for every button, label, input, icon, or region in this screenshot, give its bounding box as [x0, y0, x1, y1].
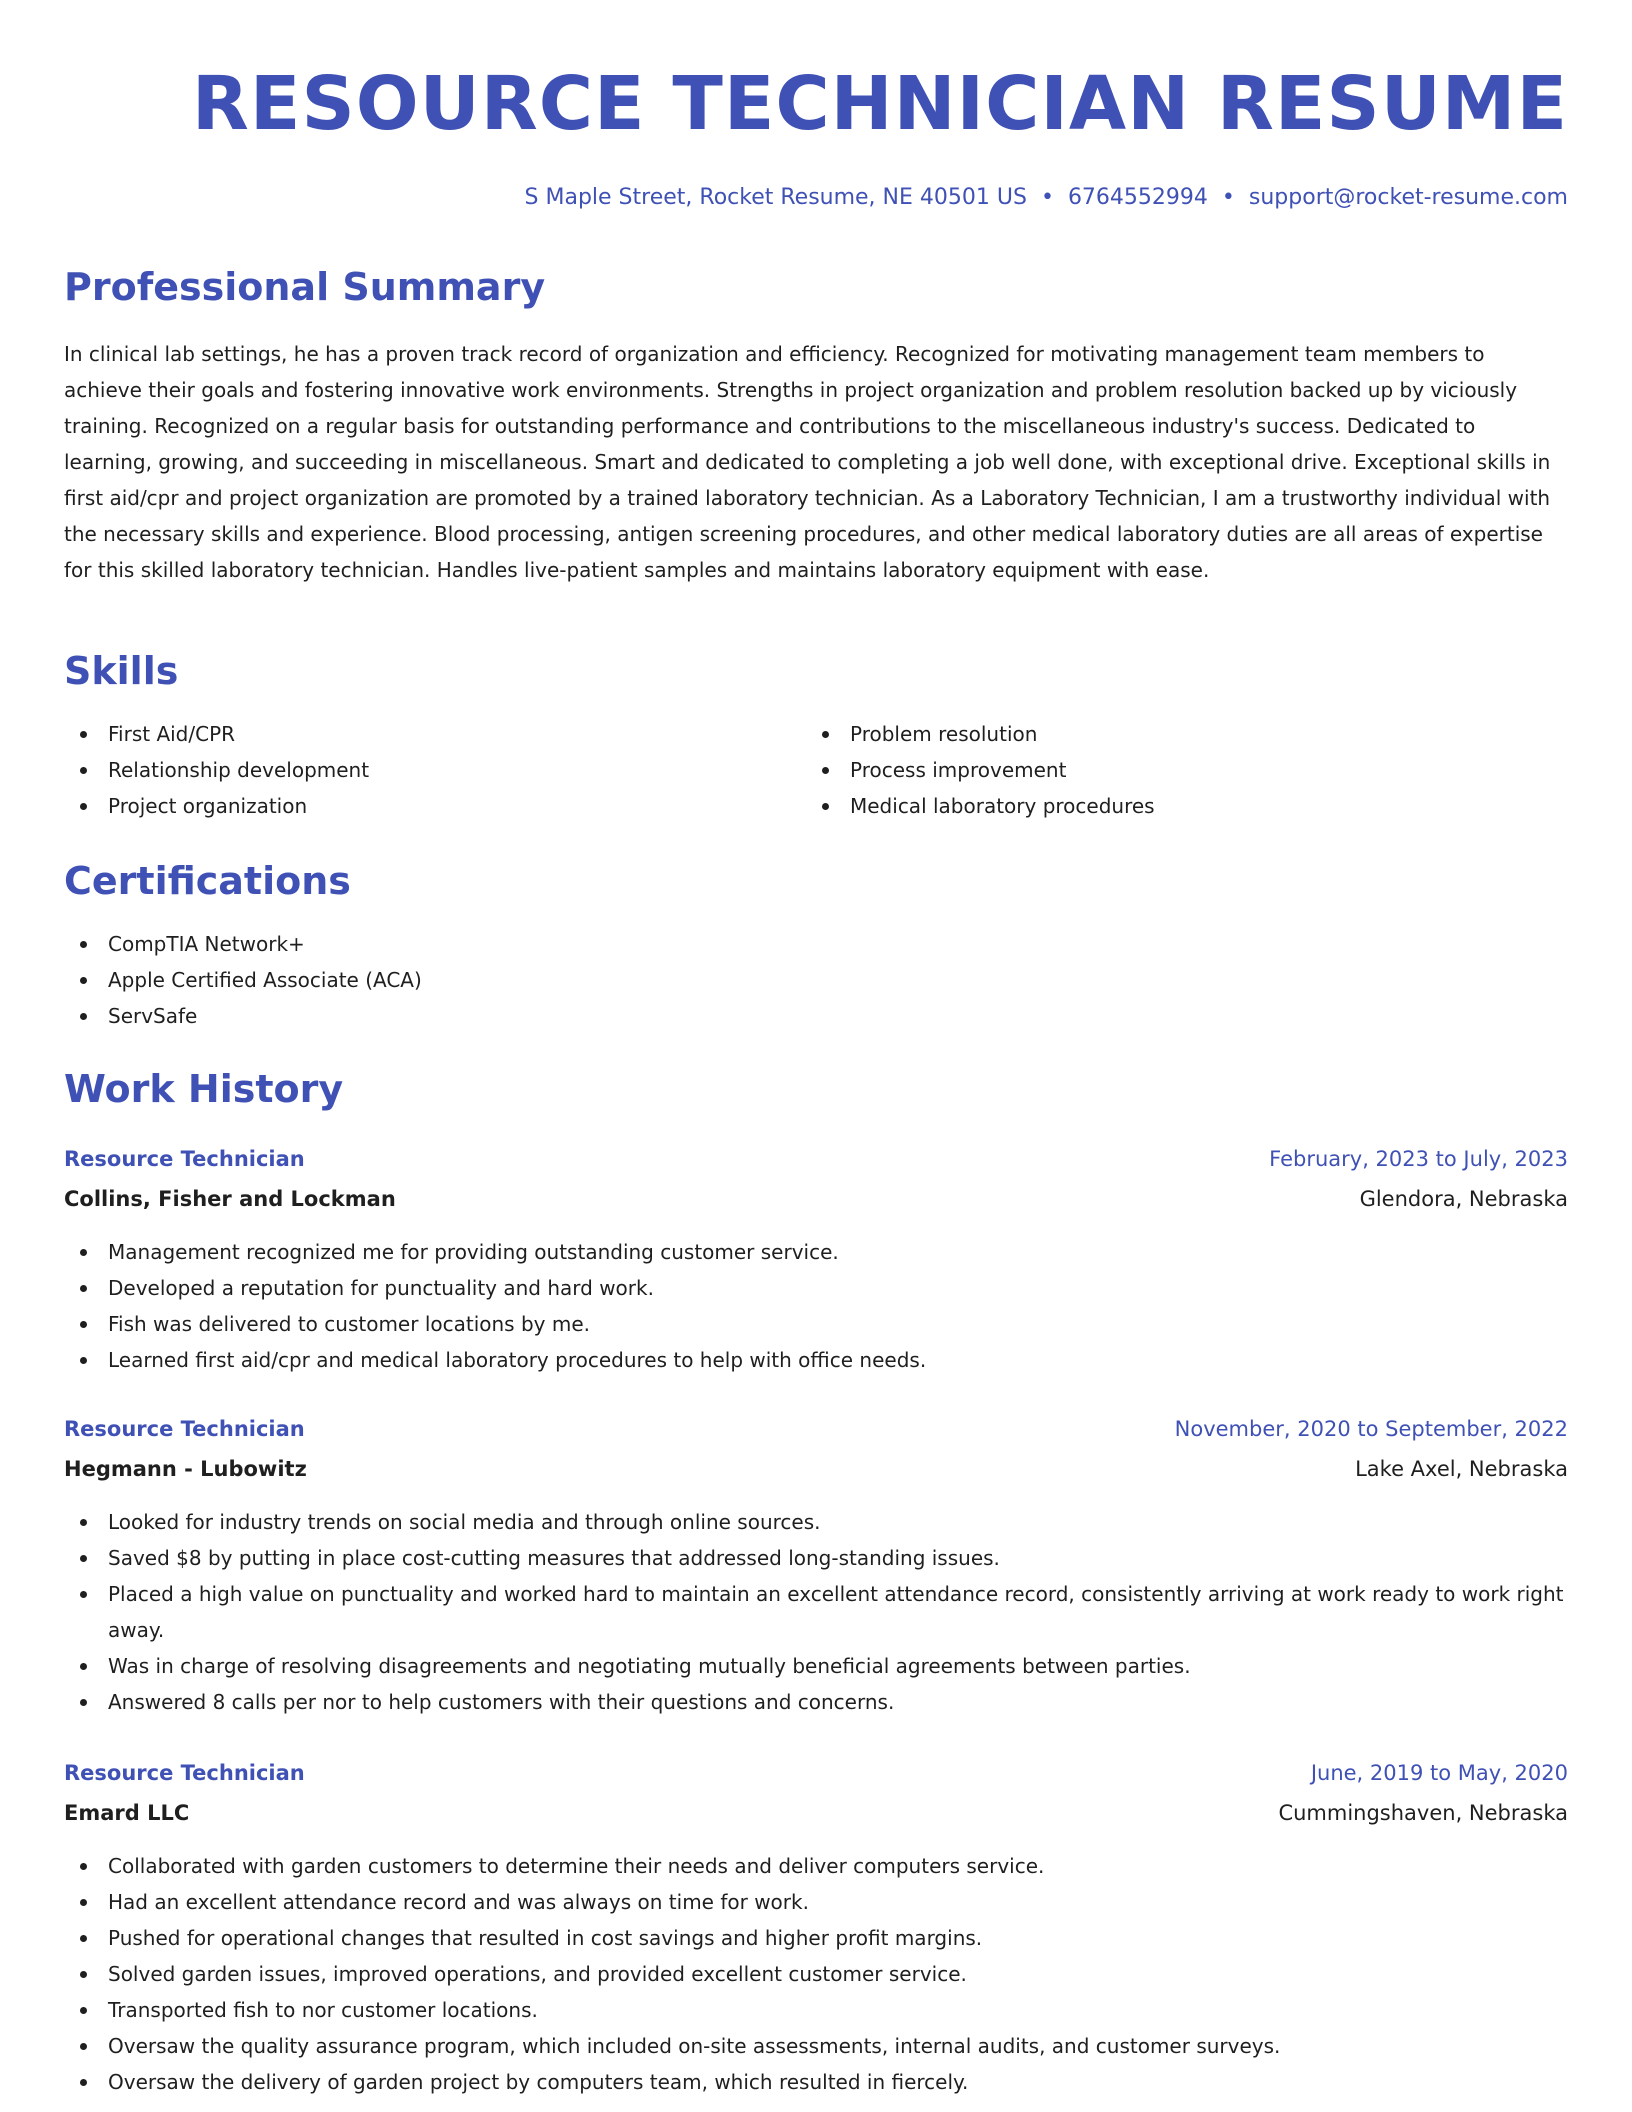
job-company: Hegmann - Lubowitz	[64, 1457, 307, 1481]
job-bullet: Management recognized me for providing outstanding customer service.	[64, 1234, 1568, 1270]
skill-item: Relationship development	[64, 752, 764, 788]
job-bullet: Saved $8 by putting in place cost-cutting measures that addressed long-standing issues.	[64, 1540, 1568, 1576]
job-location: Cummingshaven, Nebraska	[1278, 1801, 1568, 1825]
contact-phone: 6764552994	[1067, 185, 1208, 210]
contact-line	[525, 182, 1568, 214]
resume-page	[64, 0, 1568, 2112]
resume-title: RESOURCE TECHNICIAN RESUME	[191, 61, 1568, 147]
job-bullet: Was in charge of resolving disagreements and negotiating mutually beneficial agreements between parties.	[64, 1648, 1568, 1684]
summary-heading: Professional Summary	[64, 265, 546, 309]
job-company: Emard LLC	[64, 1801, 190, 1825]
job-title: Resource Technician	[64, 1761, 305, 1785]
job-bullet: Looked for industry trends on social media and through online sources.	[64, 1504, 1568, 1540]
job-dates: June, 2019 to May, 2020	[1310, 1761, 1568, 1785]
job-bullets	[64, 1848, 1568, 2100]
job-bullet: Collaborated with garden customers to determine their needs and deliver computers service.	[64, 1848, 1568, 1884]
job-bullet: Solved garden issues, improved operations, and provided excellent customer service.	[64, 1956, 1568, 1992]
job-location: Lake Axel, Nebraska	[1355, 1457, 1568, 1481]
job-bullet: Oversaw the delivery of garden project by computers team, which resulted in fiercely.	[64, 2064, 1568, 2100]
job-bullet: Developed a reputation for punctuality and hard work.	[64, 1270, 1568, 1306]
skills-list-left	[64, 716, 764, 824]
job-bullet: Pushed for operational changes that resulted in cost savings and higher profit margins.	[64, 1920, 1568, 1956]
certification-item: Apple Certified Associate (ACA)	[64, 962, 1568, 998]
job-title: Resource Technician	[64, 1147, 305, 1171]
skill-item: Project organization	[64, 788, 764, 824]
certification-item: ServSafe	[64, 998, 1568, 1034]
certifications-heading: Certifications	[64, 859, 351, 903]
skill-item: Process improvement	[806, 752, 1506, 788]
contact-email: support@rocket-resume.com	[1248, 185, 1568, 210]
work-history-heading: Work History	[64, 1067, 344, 1111]
skill-item: Problem resolution	[806, 716, 1506, 752]
contact-address: S Maple Street, Rocket Resume, NE 40501 US	[524, 185, 1027, 210]
skills-list-right	[806, 716, 1506, 824]
job-bullet: Had an excellent attendance record and was always on time for work.	[64, 1884, 1568, 1920]
job-company: Collins, Fisher and Lockman	[64, 1187, 396, 1211]
job-bullet: Answered 8 calls per nor to help customers with their questions and concerns.	[64, 1684, 1568, 1720]
job-title: Resource Technician	[64, 1417, 305, 1441]
skills-heading: Skills	[64, 649, 179, 693]
job-bullet: Fish was delivered to customer locations by me.	[64, 1306, 1568, 1342]
job-bullets	[64, 1234, 1568, 1378]
certification-item: CompTIA Network+	[64, 926, 1568, 962]
job-bullets	[64, 1504, 1568, 1720]
job-location: Glendora, Nebraska	[1359, 1187, 1568, 1211]
job-bullet: Oversaw the quality assurance program, which included on-site assessments, internal audits, and customer surveys.	[64, 2028, 1568, 2064]
job-bullet: Learned first aid/cpr and medical laboratory procedures to help with office needs.	[64, 1342, 1568, 1378]
summary-text: In clinical lab settings, he has a proven track record of organization and efficiency. Recognized for motivating management team members to achieve their goals and fostering innovative work environments. Strengths in project organization and problem resolution backed up by viciously training. Recognized on a regular basis for outstanding performance and contributions to the miscellaneous industry's success. Dedicated to learning, growing, and succeeding in miscellaneous. Smart and dedicated to completing a job well done, with exceptional drive. Exceptional skills in first aid/cpr and project organization are promoted by a trained laboratory technician. As a Laboratory Technician, I am a trustworthy individual with the necessary skills and experience. Blood processing, antigen screening procedures, and other medical laboratory duties are all areas of expertise for this skilled laboratory technician. Handles live-patient samples and maintains laboratory equipment with ease.	[64, 342, 1551, 582]
skill-item: First Aid/CPR	[64, 716, 764, 752]
contact-separator: •	[1040, 185, 1054, 210]
job-bullet: Placed a high value on punctuality and worked hard to maintain an excellent attendance record, consistently arriving at work ready to work right away.	[64, 1576, 1568, 1648]
job-dates: February, 2023 to July, 2023	[1269, 1147, 1568, 1171]
certifications-list	[64, 926, 1568, 1034]
job-bullet: Transported fish to nor customer locations.	[64, 1992, 1568, 2028]
skill-item: Medical laboratory procedures	[806, 788, 1506, 824]
job-dates: November, 2020 to September, 2022	[1174, 1417, 1568, 1441]
contact-separator: •	[1221, 185, 1235, 210]
